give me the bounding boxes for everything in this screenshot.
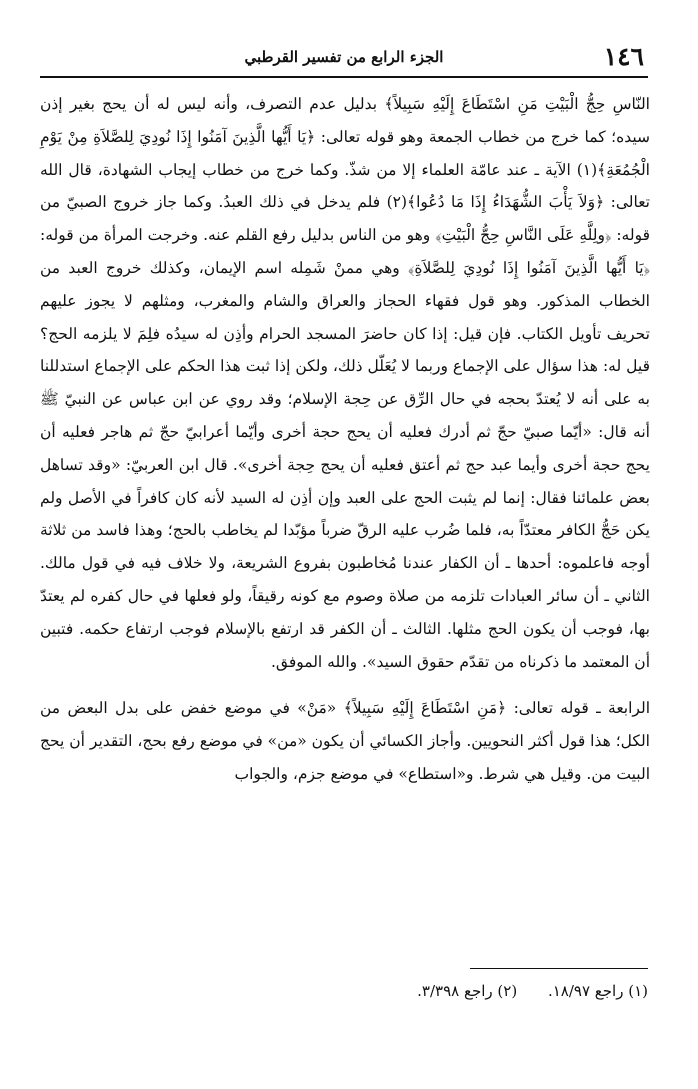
footnote-divider: [470, 968, 648, 969]
body-text: [40, 88, 650, 791]
footnote-1: (١) راجع ١٨/٩٧.: [547, 982, 648, 1000]
footnotes: [320, 982, 648, 1000]
paragraph-one: النّاسِ حِجُّ الْبَيْتِ مَنِ اسْتَطَاعَ إِلَيْهِ سَبِيلاً﴾ بدليل عدم التصرف، وأنه ليس له أن يحج بغير إذن سيده؛ كما خرج من خطاب الجمعة وهو قوله تعالى: ﴿يَا أَيُّها الَّذِينَ آمَنُوا إِذَا نُودِيَ لِلصَّلاَةِ مِنْ يَوْمِ الْجُمُعَةِ﴾(١) الآية ـ عند عامّة العلماء إلا من شذّ. وكما خرج من خطاب إيجاب الشهادة، قال الله تعالى: ﴿وَلاَ يَأْبَ الشُّهَدَاءُ إِذَا مَا دُعُوا﴾(٢) فلم يدخل في ذلك العبدُ. وكما جاز خروج الصبيّ من قوله: ﴿ولِلَّهِ عَلَى النَّاسِ حِجُّ الْبَيْتِ﴾ وهو من الناس بدليل رفع القلم عنه. وخرجت المرأة من قوله: ﴿يَا أَيُّها الَّذِينَ آمَنُوا إِذَا نُودِيَ لِلصَّلاَةِ﴾ وهي ممنْ شَمِله اسم الإيمان، وكذلك خروج العبد من الخطاب المذكور. وهو قول فقهاء الحجاز والعراق والشام والمغرب، ومثلهم لا يجوز عليهم تحريف تأويل الكتاب. فإن قيل: إذا كان حاضرَ المسجد الحرام وأذِن له سيدُه فلِمَ لا يلزمه الحج؟ قيل له: هذا سؤال على الإجماع وربما لا يُعَلّل ذلك، ولكن إذا ثبت هذا الحكم على الإجماع استدللنا به على أنه لا يُعتدّ بحجه في حال الرِّق عن حِجة الإسلام؛ وقد روي عن ابن عباس عن النبيّ ﷺ أنه قال: «أيّما صبيّ حجّ ثم أدرك فعليه أن يحج حجة أخرى وأيّما أعرابيّ حجّ ثم هاجر فعليه أن يحج حجة أخرى وأيما عبد حج ثم أعتق فعليه أن يحج حِجة أخرى». قال ابن العربيّ: «وقد تساهل بعض علمائنا فقال: إنما لم يثبت الحج على العبد وإن أذِن له السيد لأنه كان كافراً في الأصل ولم يكن حَجُّ الكافر معتدّاً به، فلما ضُرب عليه الرقّ ضرباً مؤبّدا لم يخاطب بالحج؛ وهذا فاسد من ثلاثة أوجه فاعلموه: أحدها ـ أن الكفار عندنا مُخاطبون بفروع الشريعة، ولا خلاف فيه في قول مالك. الثاني ـ أن سائر العبادات تلزمه من صلاة وصوم مع كونه رقيقاً، ولو فعلها في حال كفره لم يعتدّ بها، فوجب أن يكون الحج مثلها. الثالث ـ أن الكفر قد ارتفع بالإسلام فوجب ارتفاع حكمه. فتبين أن المعتمد ما ذكرناه من تقدّم حقوق السيد». والله الموفق.: [40, 95, 650, 671]
running-title: الجزء الرابع من تفسير القرطبي: [244, 48, 444, 66]
paragraph-two: الرابعة ـ قوله تعالى: ﴿مَنِ اسْتَطَاعَ إِلَيْهِ سَبِيلاً﴾ «مَنْ» في موضع خفض على بدل البعض من الكل؛ هذا قول أكثر النحويين. وأجاز الكسائي أن يكون «من» في موضع رفع بحج، التقدير أن يحج البيت من. وقيل هي شرط. و«استطاع» في موضع جزم، والجواب: [40, 699, 650, 783]
page-number: ١٤٦: [603, 42, 644, 71]
footnote-2: (٢) راجع ٣/٣٩٨.: [417, 982, 518, 1000]
page-header: [40, 40, 648, 78]
